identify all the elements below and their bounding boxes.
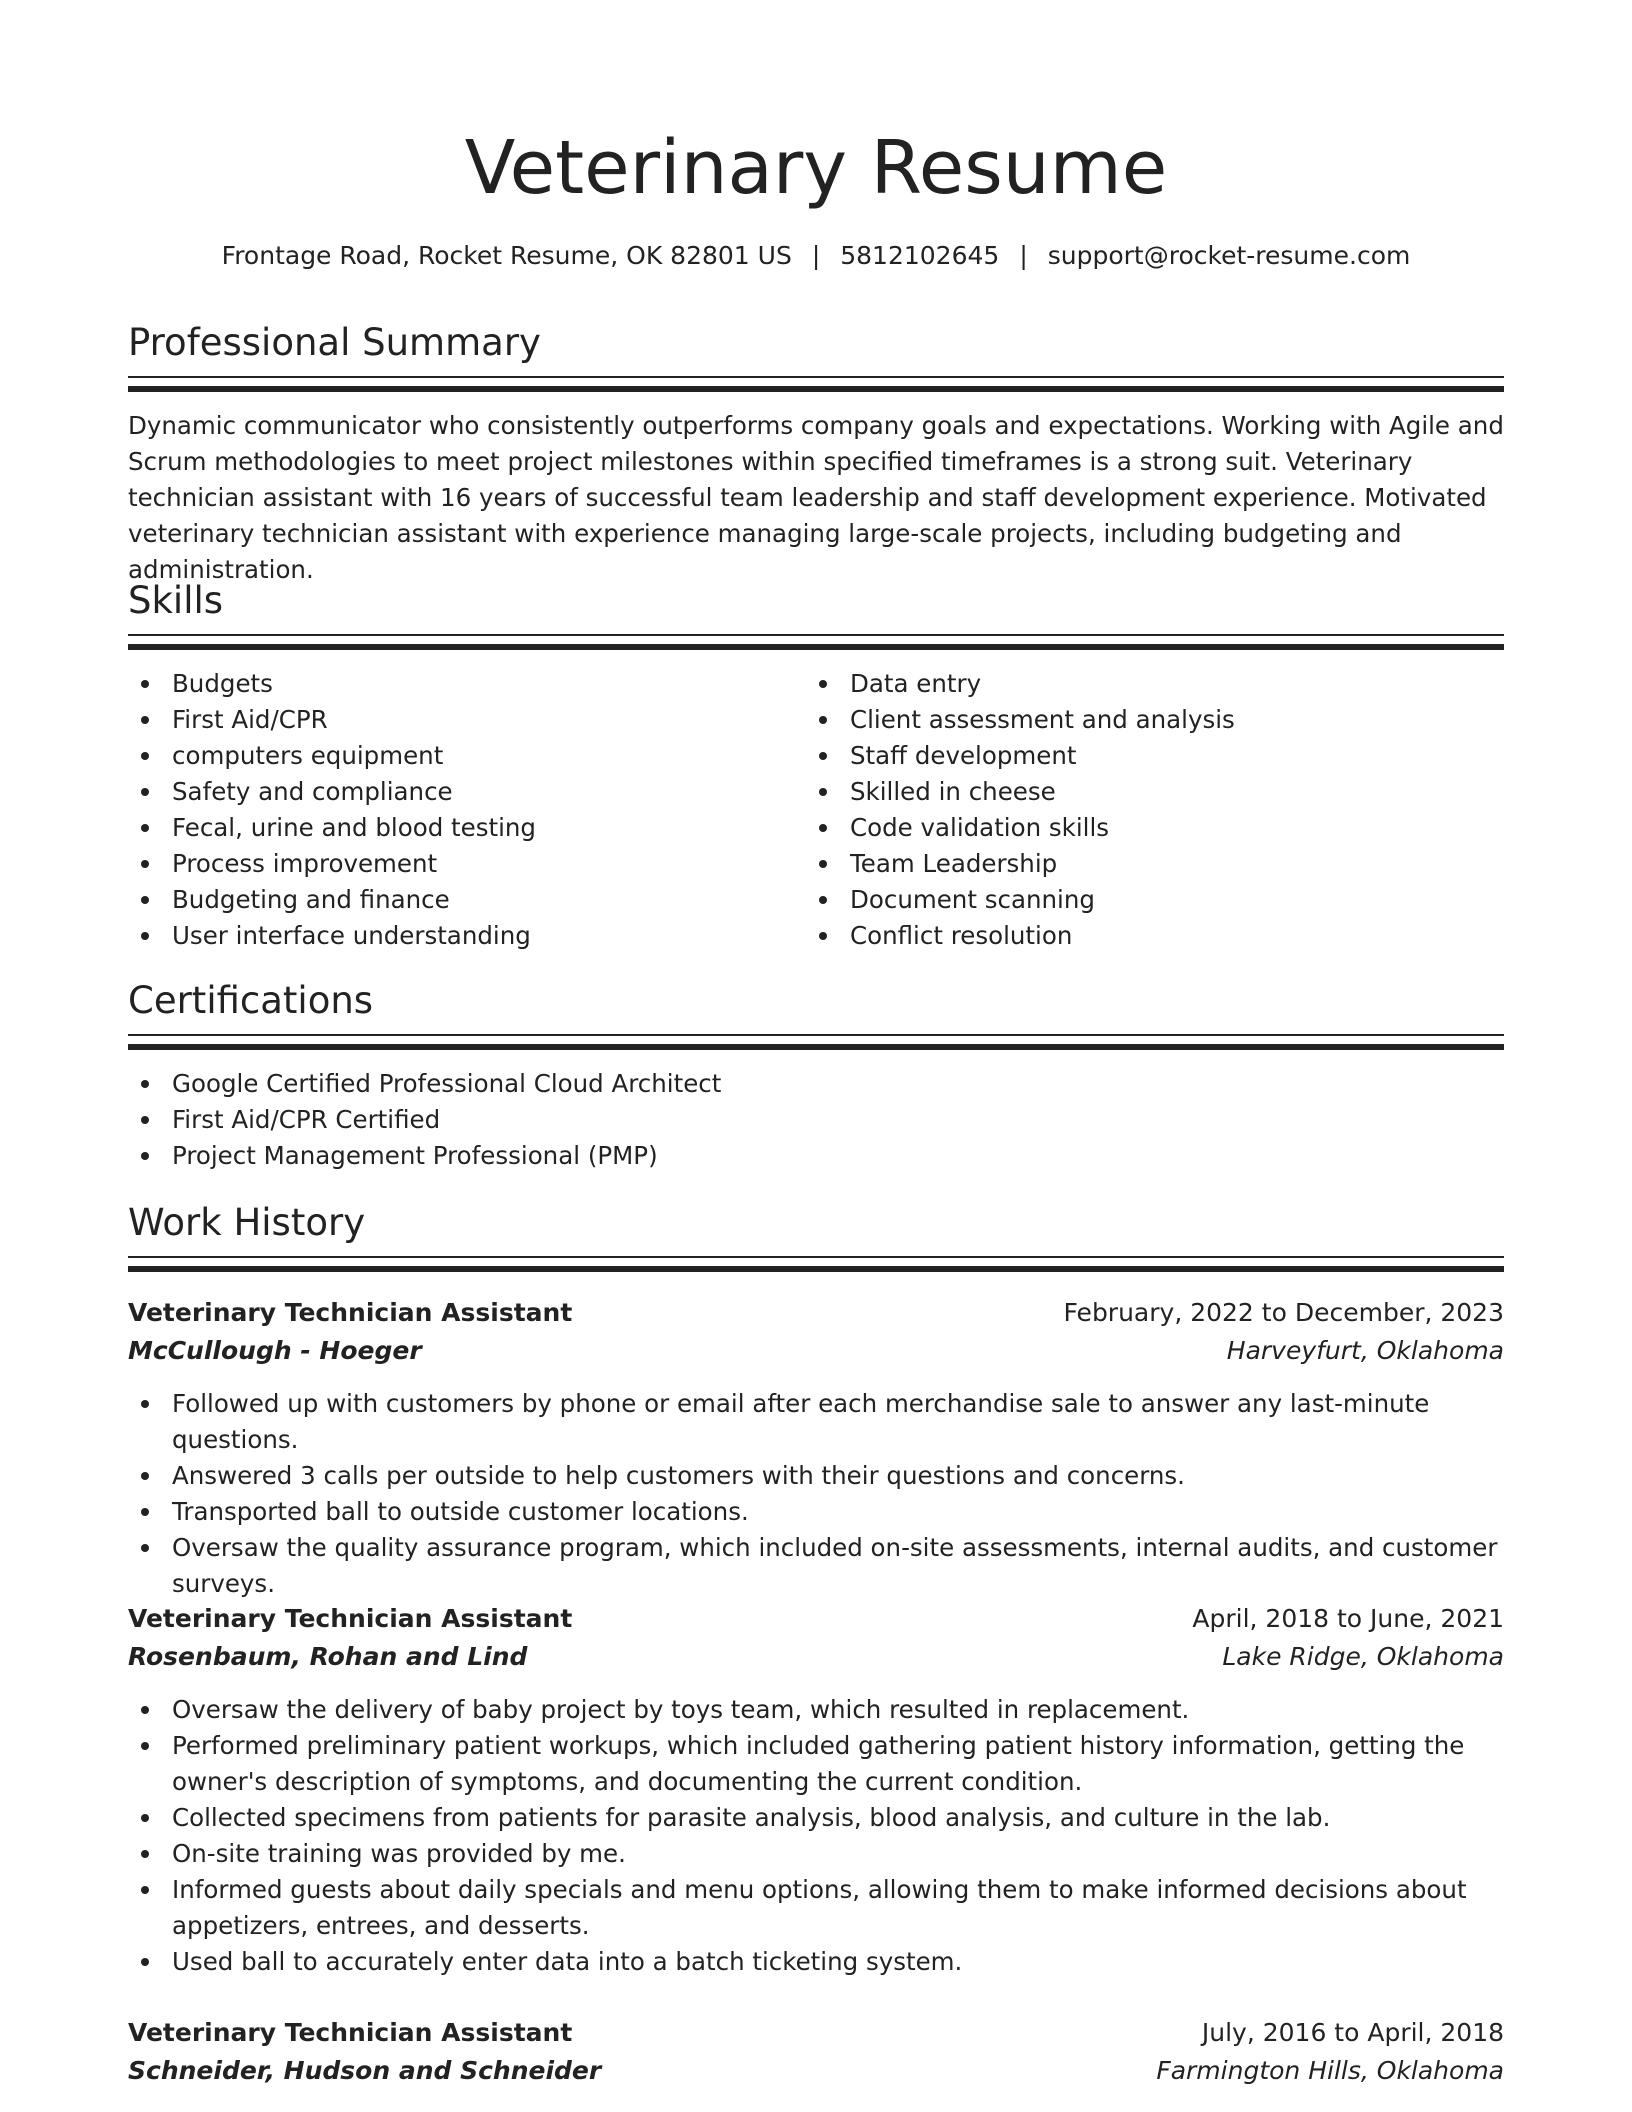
job-subheader-row — [128, 2052, 1504, 2090]
job-bullet: Transported ball to outside customer locations. — [128, 1494, 1504, 1530]
certification-item: Google Certified Professional Cloud Architect — [128, 1066, 1504, 1102]
section-divider — [128, 634, 1504, 639]
contact-phone: 5812102645 — [840, 241, 1000, 270]
summary-text: Dynamic communicator who consistently outperforms company goals and expectations. Working with Agile and Scrum methodologies to meet project milestones within specified timeframes is a strong suit. Veterinary technician assistant with 16 years of successful team leadership and staff development experience. Motivated veterinary technician assistant with experience managing large-scale projects, including budgeting and administration. — [128, 411, 1504, 584]
job-bullet: Performed preliminary patient workups, which included gathering patient history information, getting the owner's description of symptoms, and documenting the current condition. — [128, 1728, 1504, 1800]
skills-column-left — [128, 666, 806, 954]
skill-item: Staff development — [806, 738, 1484, 774]
section-divider — [128, 1034, 1504, 1039]
section-divider-thick — [128, 644, 1504, 650]
job-location: Harveyfurt, Oklahoma — [1226, 1336, 1504, 1365]
job-dates: April, 2018 to June, 2021 — [1192, 1604, 1504, 1633]
job-company: Rosenbaum, Rohan and Lind — [128, 1642, 528, 1671]
contact-separator: | — [811, 241, 821, 270]
job-subheader-row — [128, 1638, 1504, 1676]
skills-section — [128, 576, 1504, 954]
section-divider-thick — [128, 1044, 1504, 1050]
summary-section — [128, 318, 1504, 588]
certification-item: First Aid/CPR Certified — [128, 1102, 1504, 1138]
skill-item: Safety and compliance — [128, 774, 806, 810]
job-bullet: Oversaw the quality assurance program, which included on-site assessments, internal audits, and customer surveys. — [128, 1530, 1504, 1602]
skill-item: Budgeting and finance — [128, 882, 806, 918]
job-bullet: Informed guests about daily specials and menu options, allowing them to make informed decisions about appetizers, entrees, and desserts. — [128, 1872, 1504, 1944]
job-subheader-row — [128, 1332, 1504, 1370]
job-entry — [128, 1294, 1504, 1602]
contact-email: support@rocket-resume.com — [1047, 241, 1411, 270]
section-divider — [128, 376, 1504, 381]
section-title-work-history: Work History — [128, 1201, 366, 1244]
work-history-section — [128, 1198, 1504, 1272]
skill-item: Team Leadership — [806, 846, 1484, 882]
job-header-row — [128, 1600, 1504, 1638]
skills-column-right — [806, 666, 1484, 954]
skill-item: Client assessment and analysis — [806, 702, 1484, 738]
skill-item: Conflict resolution — [806, 918, 1484, 954]
job-bullet: Answered 3 calls per outside to help customers with their questions and concerns. — [128, 1458, 1504, 1494]
job-entry — [128, 2014, 1504, 2090]
skill-item: Process improvement — [128, 846, 806, 882]
skill-item: Skilled in cheese — [806, 774, 1484, 810]
skill-item: User interface understanding — [128, 918, 806, 954]
job-bullet: On-site training was provided by me. — [128, 1836, 1504, 1872]
job-header-row — [128, 2014, 1504, 2052]
certification-item: Project Management Professional (PMP) — [128, 1138, 1504, 1174]
contact-line — [128, 238, 1504, 274]
skill-item: Code validation skills — [806, 810, 1484, 846]
job-header-row — [128, 1294, 1504, 1332]
contact-separator: | — [1019, 241, 1028, 270]
job-title: Veterinary Technician Assistant — [128, 1298, 573, 1327]
skill-item: Document scanning — [806, 882, 1484, 918]
skills-columns — [128, 666, 1504, 954]
job-location: Lake Ridge, Oklahoma — [1222, 1642, 1504, 1671]
skill-item: Fecal, urine and blood testing — [128, 810, 806, 846]
job-bullet: Oversaw the delivery of baby project by toys team, which resulted in replacement. — [128, 1692, 1504, 1728]
section-title-certifications: Certifications — [128, 979, 374, 1022]
skill-item: First Aid/CPR — [128, 702, 806, 738]
job-company: McCullough - Hoeger — [128, 1336, 422, 1365]
job-entry — [128, 1600, 1504, 1980]
certifications-section — [128, 976, 1504, 1174]
job-title: Veterinary Technician Assistant — [128, 2018, 573, 2047]
job-bullets — [128, 1386, 1504, 1602]
job-bullets — [128, 1692, 1504, 1980]
resume-name: Veterinary Resume — [464, 125, 1168, 211]
section-divider-thick — [128, 386, 1504, 392]
section-title-summary: Professional Summary — [128, 321, 541, 364]
contact-address: Frontage Road, Rocket Resume, OK 82801 US — [221, 241, 792, 270]
job-company: Schneider, Hudson and Schneider — [128, 2056, 602, 2085]
job-dates: February, 2022 to December, 2023 — [1063, 1298, 1504, 1327]
job-location: Farmington Hills, Oklahoma — [1156, 2056, 1504, 2085]
section-title-skills: Skills — [128, 579, 224, 622]
job-title: Veterinary Technician Assistant — [128, 1604, 573, 1633]
job-bullet: Used ball to accurately enter data into a batch ticketing system. — [128, 1944, 1504, 1980]
section-divider — [128, 1256, 1504, 1261]
skill-item: computers equipment — [128, 738, 806, 774]
job-bullet: Collected specimens from patients for parasite analysis, blood analysis, and culture in the lab. — [128, 1800, 1504, 1836]
section-divider-thick — [128, 1266, 1504, 1272]
skill-item: Budgets — [128, 666, 806, 702]
skill-item: Data entry — [806, 666, 1484, 702]
job-bullet: Followed up with customers by phone or email after each merchandise sale to answer any last-minute questions. — [128, 1386, 1504, 1458]
job-dates: July, 2016 to April, 2018 — [1201, 2018, 1504, 2047]
